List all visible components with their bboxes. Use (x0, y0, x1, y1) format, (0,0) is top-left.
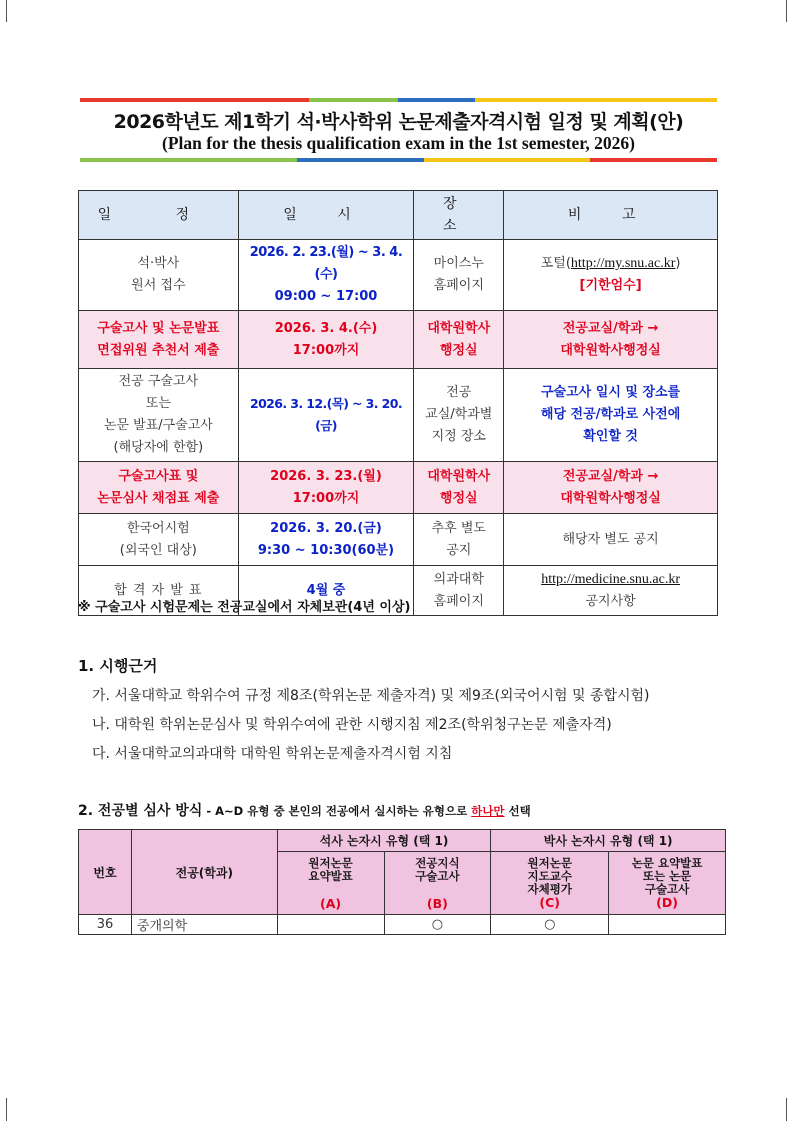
header-location: 장 소 (414, 191, 504, 240)
cell-schedule: 한국어시험 (외국인 대상) (79, 514, 239, 566)
bar-segment (80, 98, 309, 102)
phd-type-group: 박사 논자시 유형 (택 1) (491, 830, 726, 852)
schedule-table (78, 190, 718, 616)
title-color-bar-top (80, 98, 717, 102)
table-row (79, 514, 718, 566)
type-b-header: 전공지식 구술고사 (B) (384, 852, 491, 915)
cell-location: 대학원학사 행정실 (414, 462, 504, 514)
cell-location: 대학원학사 행정실 (414, 311, 504, 369)
type-group-row (79, 830, 726, 852)
cell-schedule: 구술고사 및 논문발표 면접위원 추천서 제출 (79, 311, 239, 369)
exam-type-table (78, 829, 726, 935)
medicine-link[interactable]: http://medicine.snu.ac.kr (541, 571, 680, 587)
cell-remarks: 전공교실/학과 → 대학원학사행정실 (504, 462, 718, 514)
cell-type-c: ○ (491, 915, 609, 935)
cell-datetime: 2026. 3. 12.(목) ~ 3. 20.(금) (238, 369, 414, 462)
bar-segment (80, 158, 297, 162)
page-title: 2026학년도 제1학기 석·박사학위 논문제출자격시험 일정 및 계획(안) (113, 111, 684, 133)
header-remarks: 비 고 (504, 191, 718, 240)
cell-datetime: 2026. 2. 23.(월) ~ 3. 4.(수) 09:00 ~ 17:00 (238, 240, 414, 311)
header-datetime: 일 시 (238, 191, 414, 240)
type-d-header: 논문 요약발표 또는 논문 구술고사 (D) (609, 852, 726, 915)
bar-segment (398, 98, 474, 102)
table-row (79, 915, 726, 935)
cell-location: 의과대학 홈페이지 (414, 566, 504, 616)
col-major-header: 전공(학과) (131, 830, 277, 915)
corner-mark-bottom-left-v (6, 1098, 7, 1121)
cell-remarks: 구술고사 일시 및 장소를 해당 전공/학과로 사전에 확인할 것 (504, 369, 718, 462)
header-schedule: 일 정 (79, 191, 239, 240)
cell-number: 36 (79, 915, 132, 935)
basis-item: 가. 서울대학교 학위수여 규정 제8조(학위논문 제출자격) 및 제9조(외국어시험 및 종합시험) (92, 688, 650, 704)
cell-remarks: 전공교실/학과 → 대학원학사행정실 (504, 311, 718, 369)
basis-item: 다. 서울대학교의과대학 대학원 학위논문제출자격시험 지침 (92, 746, 453, 762)
cell-datetime: 2026. 3. 4.(수) 17:00까지 (238, 311, 414, 369)
cell-schedule: 전공 구술고사 또는 논문 발표/구술고사 (해당자에 한함) (79, 369, 239, 462)
corner-mark-bottom-right-v (786, 1098, 787, 1121)
cell-location: 추후 별도 공지 (414, 514, 504, 566)
deadline-note: [기한엄수] (579, 278, 642, 293)
cell-datetime: 2026. 3. 23.(월) 17:00까지 (238, 462, 414, 514)
cell-schedule: 석·박사 원서 접수 (79, 240, 239, 311)
table-row (79, 462, 718, 514)
cell-remarks: http://medicine.snu.ac.kr 공지사항 (504, 566, 718, 616)
highlight-only-one: 하나만 (471, 804, 505, 818)
section1-heading: 1. 시행근거 (78, 657, 158, 675)
cell-datetime: 2026. 3. 20.(금) 9:30 ~ 10:30(60분) (238, 514, 414, 566)
page-subtitle: (Plan for the thesis qualification exam in the 1st semester, 2026) (162, 133, 635, 153)
cell-remarks: 해당자 별도 공지 (504, 514, 718, 566)
corner-mark-top-right-v (786, 0, 787, 22)
table-row (79, 240, 718, 311)
schedule-header-row (79, 191, 718, 240)
type-a-header: 원저논문 요약발표 (A) (277, 852, 384, 915)
bar-segment (424, 158, 590, 162)
cell-remarks: 포털(http://my.snu.ac.kr) [기한엄수] (504, 240, 718, 311)
storage-note: ※ 구술고사 시험문제는 전공교실에서 자체보관(4년 이상) (78, 600, 411, 615)
cell-type-b: ○ (384, 915, 491, 935)
col-number-header: 번호 (79, 830, 132, 915)
bar-segment (475, 98, 717, 102)
title-color-bar-bottom (80, 158, 717, 162)
basis-item: 나. 대학원 학위논문심사 및 학위수여에 관한 시행지침 제2조(학위청구논문 제출자격) (92, 717, 612, 733)
cell-location: 전공 교실/학과별 지정 장소 (414, 369, 504, 462)
bar-segment (309, 98, 398, 102)
table-row (79, 369, 718, 462)
type-c-header: 원저논문 지도교수 자체평가 (C) (491, 852, 609, 915)
table-row (79, 311, 718, 369)
cell-schedule: 합 격 자 발 표 (79, 566, 239, 616)
portal-link[interactable]: http://my.snu.ac.kr (570, 256, 676, 271)
master-type-group: 석사 논자시 유형 (택 1) (277, 830, 491, 852)
bar-segment (297, 158, 424, 162)
cell-type-d (609, 915, 726, 935)
cell-schedule: 구술고사표 및 논문심사 채점표 제출 (79, 462, 239, 514)
section2-heading: 2. 전공별 심사 방식 - A~D 유형 중 본인의 전공에서 실시하는 유형으로 하나만 선택 (78, 803, 531, 819)
cell-major: 중개의학 (131, 915, 277, 935)
cell-datetime: 4월 중 (238, 566, 414, 616)
cell-type-a (277, 915, 384, 935)
bar-segment (590, 158, 717, 162)
corner-mark-top-left-v (6, 0, 7, 22)
cell-location: 마이스누 홈페이지 (414, 240, 504, 311)
